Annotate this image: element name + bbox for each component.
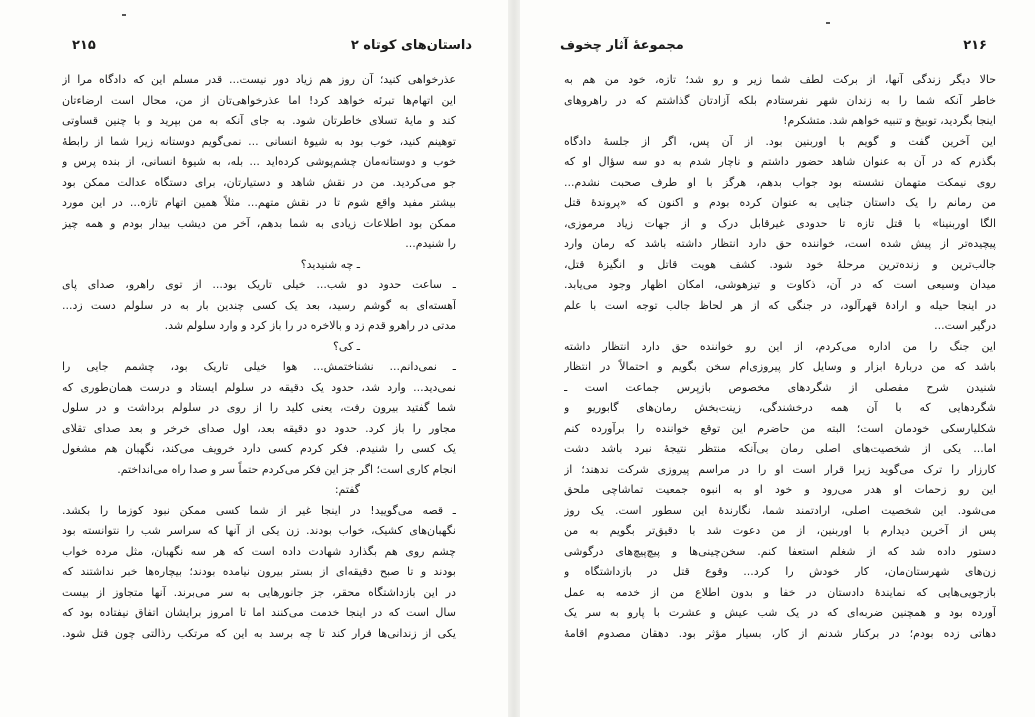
text-line: می‌شود. این شخصیت اصلی، ارادتمند شما، نگارندهٔ این سطور است. یک روز bbox=[564, 503, 996, 517]
text-line: ـ کی؟ bbox=[333, 339, 360, 353]
left-running-title: داستان‌های کوتاه ۲ bbox=[350, 38, 472, 53]
text-line: کند و مایهٔ تسلای خاطرتان شود. به جای آنکه به من بپرید و با چنین قساوتی bbox=[62, 114, 456, 127]
scan-speck bbox=[826, 22, 830, 24]
left-page-header bbox=[42, 38, 472, 62]
text-line: جالب‌ترین و زنده‌ترین مرحلهٔ خود شود. کشف هویت قاتل و انگیزهٔ قتل، bbox=[564, 257, 996, 271]
text-line: آهسته‌ای به گوشم رسید، بعد یک کسی چندین بار به در سلولم دست زد... bbox=[62, 298, 456, 312]
text-line: بازجویی‌هایی که نمایندهٔ دادستان در خفا و بدون اطلاع من از خدمه به عمل bbox=[564, 585, 996, 599]
text-line: پس از آخرین دیدارم با اوربنین، از من دعوت شد با دقیق‌تر بگویم به من bbox=[564, 524, 996, 537]
text-line: را شنیدم... bbox=[405, 237, 456, 250]
text-line: انجام کاری است؛ اگر جز این فکر می‌کردم حتماً سر و صدا راه می‌انداختم. bbox=[117, 462, 456, 476]
text-line: گفتم: bbox=[334, 483, 360, 496]
right-page bbox=[520, 0, 1035, 717]
text-line: اما... یکی از شخصیت‌های اصلی رمان بی‌آنکه منتظر نتیجهٔ نبرد باشد دشت bbox=[564, 442, 996, 455]
text-line: بگذرم که در آن به عنوان شاهد حضور داشتم و ناچار شدم به دو سه سؤال او که bbox=[564, 155, 996, 168]
text-line: این رو زحمات او هدر می‌رود و خود او به انبوه جمعیت تماشاچی ملحق bbox=[564, 483, 996, 496]
text-line: شما گفتید بیرون رفت، یعنی کلید را از روی در سلولم برداشت و در سلول bbox=[62, 401, 456, 414]
text-line: ـ قصه می‌گویید! در اینجا غیر از شما کسی ممکن نبود کوزما را بکشد. bbox=[62, 503, 456, 517]
left-page bbox=[0, 0, 508, 717]
text-line: روی نیمکت متهمان نشسته بود جواب بدهم، هرگز با او طرف صحبت نشدم... bbox=[564, 175, 996, 189]
text-line: دهاتی زده بودم؛ در برکنار شدنم از کار، بسیار مؤثر بود. دهقان مصدوم اقامهٔ bbox=[564, 626, 996, 640]
right-page-number: ۲۱۶ bbox=[963, 38, 987, 53]
text-line: یکی از زندانی‌ها فرار کند تا چه برسد به این که مرتکب رذالتی چون قتل شود. bbox=[62, 626, 456, 640]
text-line: بودند و تا صبح دقیقه‌ای از بستر بیرون نیامده بودند؛ بیچاره‌ها خبر نداشتند که bbox=[62, 565, 456, 578]
text-line: شگردهایی که با آن همه درخشندگی، زینت‌بخش رمان‌های گابوریو و bbox=[564, 401, 996, 414]
text-line: ممکن بود اطلاعات زیادی به شما بدهم، آخر من دیشب بیدار بودم و همه چیز bbox=[62, 216, 456, 230]
scan-speck bbox=[122, 14, 126, 16]
text-line: دستور داده شد که از شغلم استعفا کنم. سخن‌چینی‌ها و پیچ‌پیچ‌های درگوشی bbox=[564, 544, 996, 558]
text-line: باشد که من دربارهٔ ابزار و وسایل کار پیروزی‌ام سخن بگویم و احتمالاً در انتظار bbox=[564, 360, 996, 373]
text-line: مدتی در راهرو قدم زد و بالاخره در را باز کرد و وارد سلولم شد. bbox=[164, 319, 456, 332]
text-line: چشم روی هم بگذارد شهادت داده است که هر سه نگهبان، مثل مرده خواب bbox=[62, 544, 456, 558]
text-line: ـ نمی‌دانم... نشناختمش... هوا خیلی تاریک بود، چشمم جایی را bbox=[62, 360, 456, 373]
text-line: عذرخواهی کنید؛ آن روز هم زیاد دور نیست... قدر مسلم این که دادگاه مرا از bbox=[62, 73, 456, 86]
text-line: این آخرین گفت و گویم با اوربنین بود. از آن پس، اگر از جلسهٔ دادگاه bbox=[564, 134, 996, 148]
text-line: درگیر است... bbox=[934, 319, 996, 332]
text-line: من رمانم را یک داستان جنایی به عنوان کرده بودم و اکنون که «پروندهٔ قتل bbox=[564, 196, 996, 209]
text-line: سال است که در اینجا خدمت می‌کنند اما تا امروز برایشان اتفاق نیفتاده بود که bbox=[62, 606, 456, 619]
text-line: شنیدن شرح مفصلی از شگردهای مخصوص بازپرس جماعت است ـ bbox=[564, 380, 996, 394]
text-line: خاطر آنکه شما را به زندان شهر نفرستادم بلکه آزادتان گذاشتم که در راهروهای bbox=[564, 93, 996, 107]
text-line: ـ ساعت حدود دو شب... خیلی تاریک بود... از توی راهرو، صدای پای bbox=[62, 278, 456, 291]
text-line: الگا اوربنینا» با قتل تازه تا حدودی غیرقابل درک و از جهات زیاد مرموزی، bbox=[564, 216, 996, 230]
text-line: زن‌های شهرستان‌مان، کار خودش را کرد... وقوع قتل در بازداشتگاه و bbox=[564, 565, 996, 578]
text-line: میدان وسیعی است که در آن، ذکاوت و تیزهوشی، امکان اظهار وجود می‌یابد. bbox=[564, 278, 996, 291]
text-line: حالا دیگر زندگی آنها، از برکت لطف شما زیر و رو شد؛ تازه، خود من هم به bbox=[564, 73, 996, 86]
text-line: جو می‌کردید. من در نقش شاهد و دستیارتان، برای دستگاه عدالت ممکن بود bbox=[62, 175, 456, 189]
right-page-header bbox=[560, 38, 987, 62]
text-line: نگهبان‌های کشیک، خواب بودند. زن یکی از آنها که سراسر شب را نتوانسته بود bbox=[62, 524, 456, 537]
text-line: یک کسی را شنیدم. فکر کردم کسی دارد خرویف می‌کند، نگهبان هم مشغول bbox=[62, 442, 456, 455]
text-line: کارزار را ترک می‌گوید زیرا قرار است او را در مراسم پیروزی شرکت ندهند؛ از bbox=[564, 462, 996, 476]
text-line: این اتهام‌ها تبرئه خواهد کرد! اما عذرخواهی‌تان از من، محال است ارضاءتان bbox=[62, 93, 456, 107]
text-line: این جنگ را من اداره می‌کردم، از این رو خواننده حق دارد انتظار داشته bbox=[564, 339, 996, 353]
text-line: پیچیده‌تر از پیش شده است، خواننده حق دارد انتظار داشته باشد که رمان وارد bbox=[564, 237, 996, 250]
text-line: شکلیارسکی خودمان است؛ البته من حاضرم این توقع خواننده را برآورده کنم bbox=[564, 421, 996, 435]
text-line: آورده بود و همچنین ضربه‌ای که در یک شب عیش و عشرت با پارو به سر یک bbox=[564, 606, 996, 619]
text-line: ـ چه شنیدید؟ bbox=[300, 257, 360, 271]
right-page-body bbox=[564, 70, 996, 644]
text-line: نمی‌دید... وارد شد، حدود یک دقیقه در سلولم ایستاد و درست همان‌طوری که bbox=[62, 380, 456, 394]
text-line: توهینم کنید، خوب بود به شیوهٔ انسانی ... نمی‌گویم دوستانه زیرا شما از رابطهٔ bbox=[62, 134, 456, 148]
left-page-number: ۲۱۵ bbox=[72, 38, 96, 53]
text-line: اینجا بگردید، توبیخ و تنبیه خواهم شد. متشکرم! bbox=[783, 114, 996, 127]
text-line: مجاور را باز کرد. حدود دو دقیقه بعد، اول صدای خرخر و بعد صدای تقلای bbox=[62, 421, 456, 435]
left-page-body bbox=[62, 70, 456, 644]
text-line: بیشتر مفید واقع شوم تا در نقش متهم... مثلاً همین اتهام تازه... در این مورد bbox=[62, 196, 456, 209]
text-line: در اینجا حیله و ارادهٔ قهرآلود، در جنگی که از هر لحاظ جالب توجه است با علم bbox=[564, 298, 996, 312]
text-line: در این بازداشتگاه محقر، جز جانورهایی به سر می‌برند. آنها متجاوز از بیست bbox=[62, 585, 456, 599]
right-running-title: مجموعهٔ آثار چخوف bbox=[560, 38, 684, 53]
text-line: خوب و دوستانه‌مان چشم‌پوشی کرده‌اید ... بله، به شیوهٔ انسانی، از بنده پرس و bbox=[62, 155, 456, 168]
